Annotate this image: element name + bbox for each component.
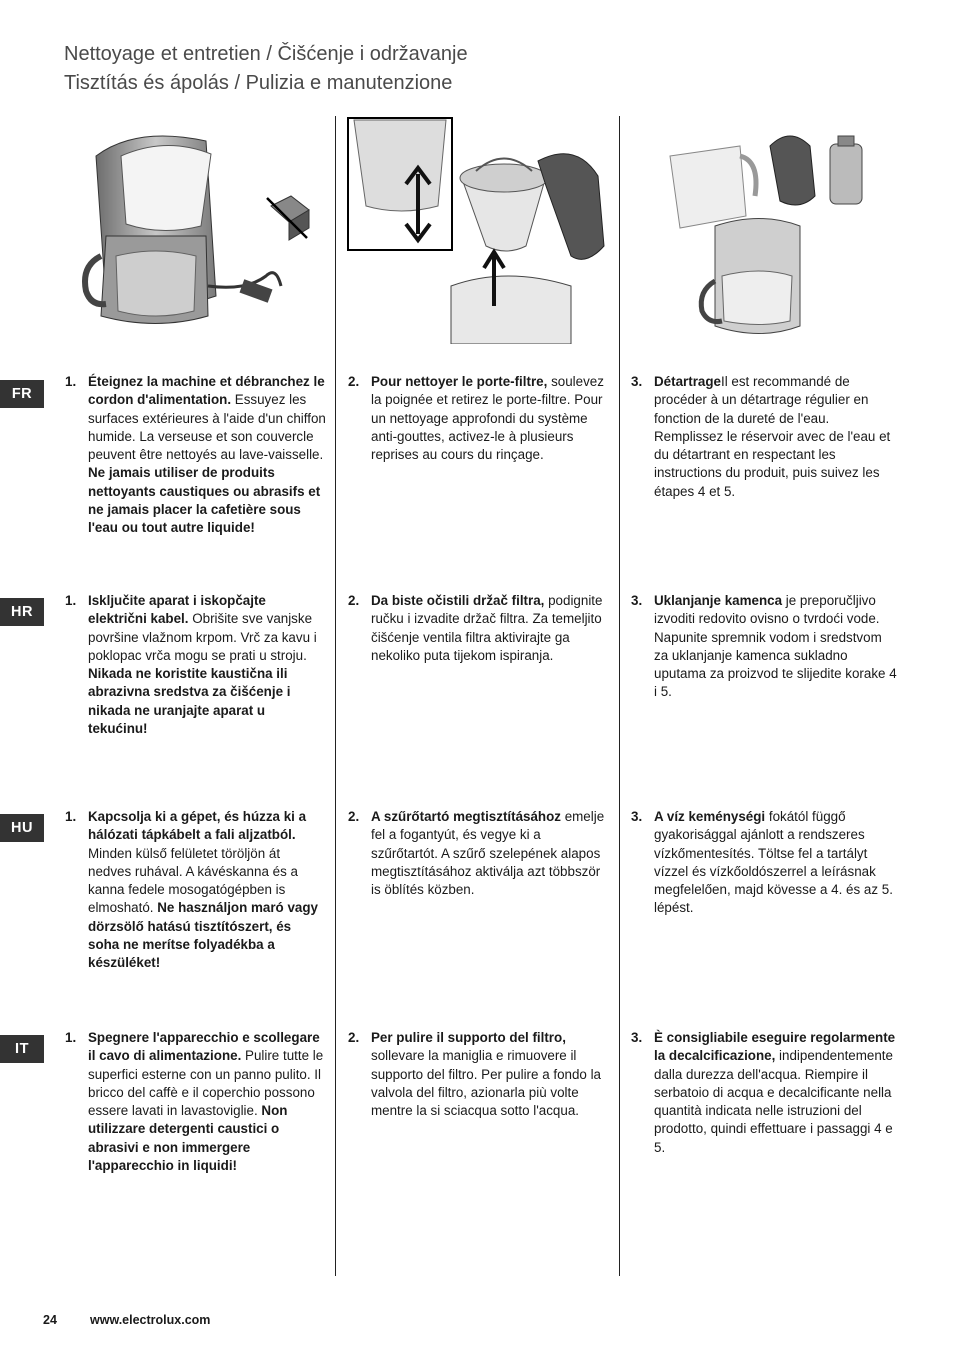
step-body-text: indipendentemente dalla durezza dell'acqua. Riempire il serbatoio di acqua e decalcificante nella quantità indicata nelle istruzioni del prodotto, quindi effettuare i passaggi 4 e 5. [654,1048,893,1155]
title-hu: Tisztítás és ápolás [64,72,229,94]
step-number: 2. [348,809,360,824]
step-body-text: emelje fel a fogantyút, és vegye ki a szűrőtartót. A szűrő szelepének alapos megtisztításához aktiválja azt többször is öblítés közben. [371,809,605,898]
step-body-text: soulevez la poignée et retirez le porte-filtre. Pour un nettoyage approfondi du système anti-gouttes, activez-le à plusieurs reprises au cours du rinçage. [371,374,604,463]
step-text [371,808,609,899]
step-bold-text: Éteignez la machine et débranchez le cordon d'alimentation. [88,374,325,408]
title-separator: / [234,72,241,94]
step-text [88,808,326,973]
step-body-text: fokától függő gyakorisággal ajánlott a rendszeres vízkőmentesítés. Töltse fel a tartályt vízzel és vízkőoldószerrel a leírásnak megfelelően, majd kövesse a 4. és az 5. lépést. [654,809,893,916]
step-bold-text: Uklanjanje kamenca [654,593,783,608]
step-body-text: sollevare la maniglia e rimuovere il supporto del filtro. Per pulire a fondo la valvola del filtro, azionarla più volte mentre la si sciacqua sotto l'acqua. [371,1048,602,1119]
step-warning-text: Ne használjon maró vagy dörzsölő hatású tisztítószert, és soha ne merítse folyadékba a készüléket! [88,900,318,971]
step-body-text: Il est recommandé de procéder à un détartrage régulier en fonction de la dureté de l'eau. Remplissez le réservoir avec de l'eau et du détartrant en respectant les instructions du produit, puis suivez les étapes 4 et 5. [654,374,891,499]
step-warning-text: Nikada ne koristite kaustična ili abrazivna sredstva za čišćenje i nikada ne uranjajte aparat u tekućinu! [88,666,291,737]
step-number: 3. [631,593,643,608]
step-body-text: Essuyez les surfaces extérieures à l'aide d'un chiffon humide. La verseuse et son couvercle peuvent être nettoyés au lave-vaisselle. [88,392,326,463]
website-link[interactable]: www.electrolux.com [90,1313,211,1327]
language-badge-hr: HR [0,598,44,626]
step-warning-text: Non utilizzare detergenti caustici o abrasivi e non immergere l'apparecchio in liquidi! [88,1103,288,1174]
step-text [654,373,899,501]
step-number: 1. [65,593,77,608]
step-text [88,1029,326,1175]
step-warning-text: Ne jamais utiliser de produits nettoyants caustiques ou abrasifs et ne jamais placer la cafetière sous l'eau ou tout autre liquide! [88,465,321,536]
step-number: 2. [348,1030,360,1045]
step-bold-text: Isključite aparat i iskopčajte električni kabel. [88,593,266,627]
step-bold-text: Kapcsolja ki a gépet, és húzza ki a hálózati tápkábelt a fali aljzatból. [88,809,307,843]
page-number: 24 [43,1313,57,1327]
step-text [88,373,326,538]
step-bold-text: Détartrage [654,374,721,389]
step-text [371,592,609,665]
step-number: 1. [65,1030,77,1045]
step-text [654,592,899,702]
coffee-maker-unplugged-icon [76,116,316,344]
step-body-text: podignite ručku i izvadite držač filtra. Za temeljito čišćenje ventila filtra aktivirajte ga nekoliko puta tijekom ispiranja. [371,593,603,663]
step-number: 2. [348,374,360,389]
step-body-text: je preporučljivo izvoditi redovito ovisno o tvrdoći vode. Napunite spremnik vodom i sredstvom za uklanjanje kamenca sukladno uputama za proizvod te slijedite korake 4 i 5. [654,593,897,700]
language-badge-fr: FR [0,380,44,408]
step-bold-text: È consigliabile eseguire regolarmente la decalcificazione, [654,1030,896,1064]
title-hr: Čišćenje i održavanje [277,43,468,65]
step-number: 1. [65,374,77,389]
step-number: 1. [65,809,77,824]
step-number: 2. [348,593,360,608]
step-text [654,1029,899,1157]
step-number: 3. [631,809,643,824]
column-divider [335,116,336,1276]
language-badge-it: IT [0,1035,44,1063]
language-badge-hu: HU [0,814,44,842]
page-title [64,40,468,98]
step-number: 3. [631,1030,643,1045]
step-body-text: Obrišite sve vanjske površine vlažnom krpom. Vrč za kavu i poklopac vrča mogu se prati u stroju. [88,611,317,663]
filter-holder-removal-icon [346,116,608,344]
step-text [371,1029,609,1120]
column-divider [619,116,620,1276]
step-text [88,592,326,738]
step-bold-text: A szűrőtartó megtisztításához [371,809,561,824]
step-number: 3. [631,374,643,389]
step-text [654,808,899,918]
step-body-text: Pulire tutte le superfici esterne con un panno pulito. Il bricco del caffè e il coperchio possono essere lavati in lavastoviglie. [88,1048,324,1119]
step-bold-text: A víz keménységi [654,809,766,824]
step-bold-text: Per pulire il supporto del filtro, [371,1030,566,1045]
step-text [371,373,609,464]
title-it: Pulizia e manutenzione [245,72,453,94]
title-separator: / [266,43,272,65]
step-bold-text: Spegnere l'apparecchio e scollegare il cavo di alimentazione. [88,1030,320,1064]
title-fr: Nettoyage et entretien [64,43,261,65]
step-body-text: Minden külső felületet töröljön át nedves ruhával. A kávéskanna és a kanna fedele mosogatógépben is elmosható. [88,845,298,916]
step-bold-text: Pour nettoyer le porte-filtre, [371,374,548,389]
coffee-maker-descaling-icon [660,116,882,344]
step-bold-text: Da biste očistili držač filtra, [371,593,545,608]
